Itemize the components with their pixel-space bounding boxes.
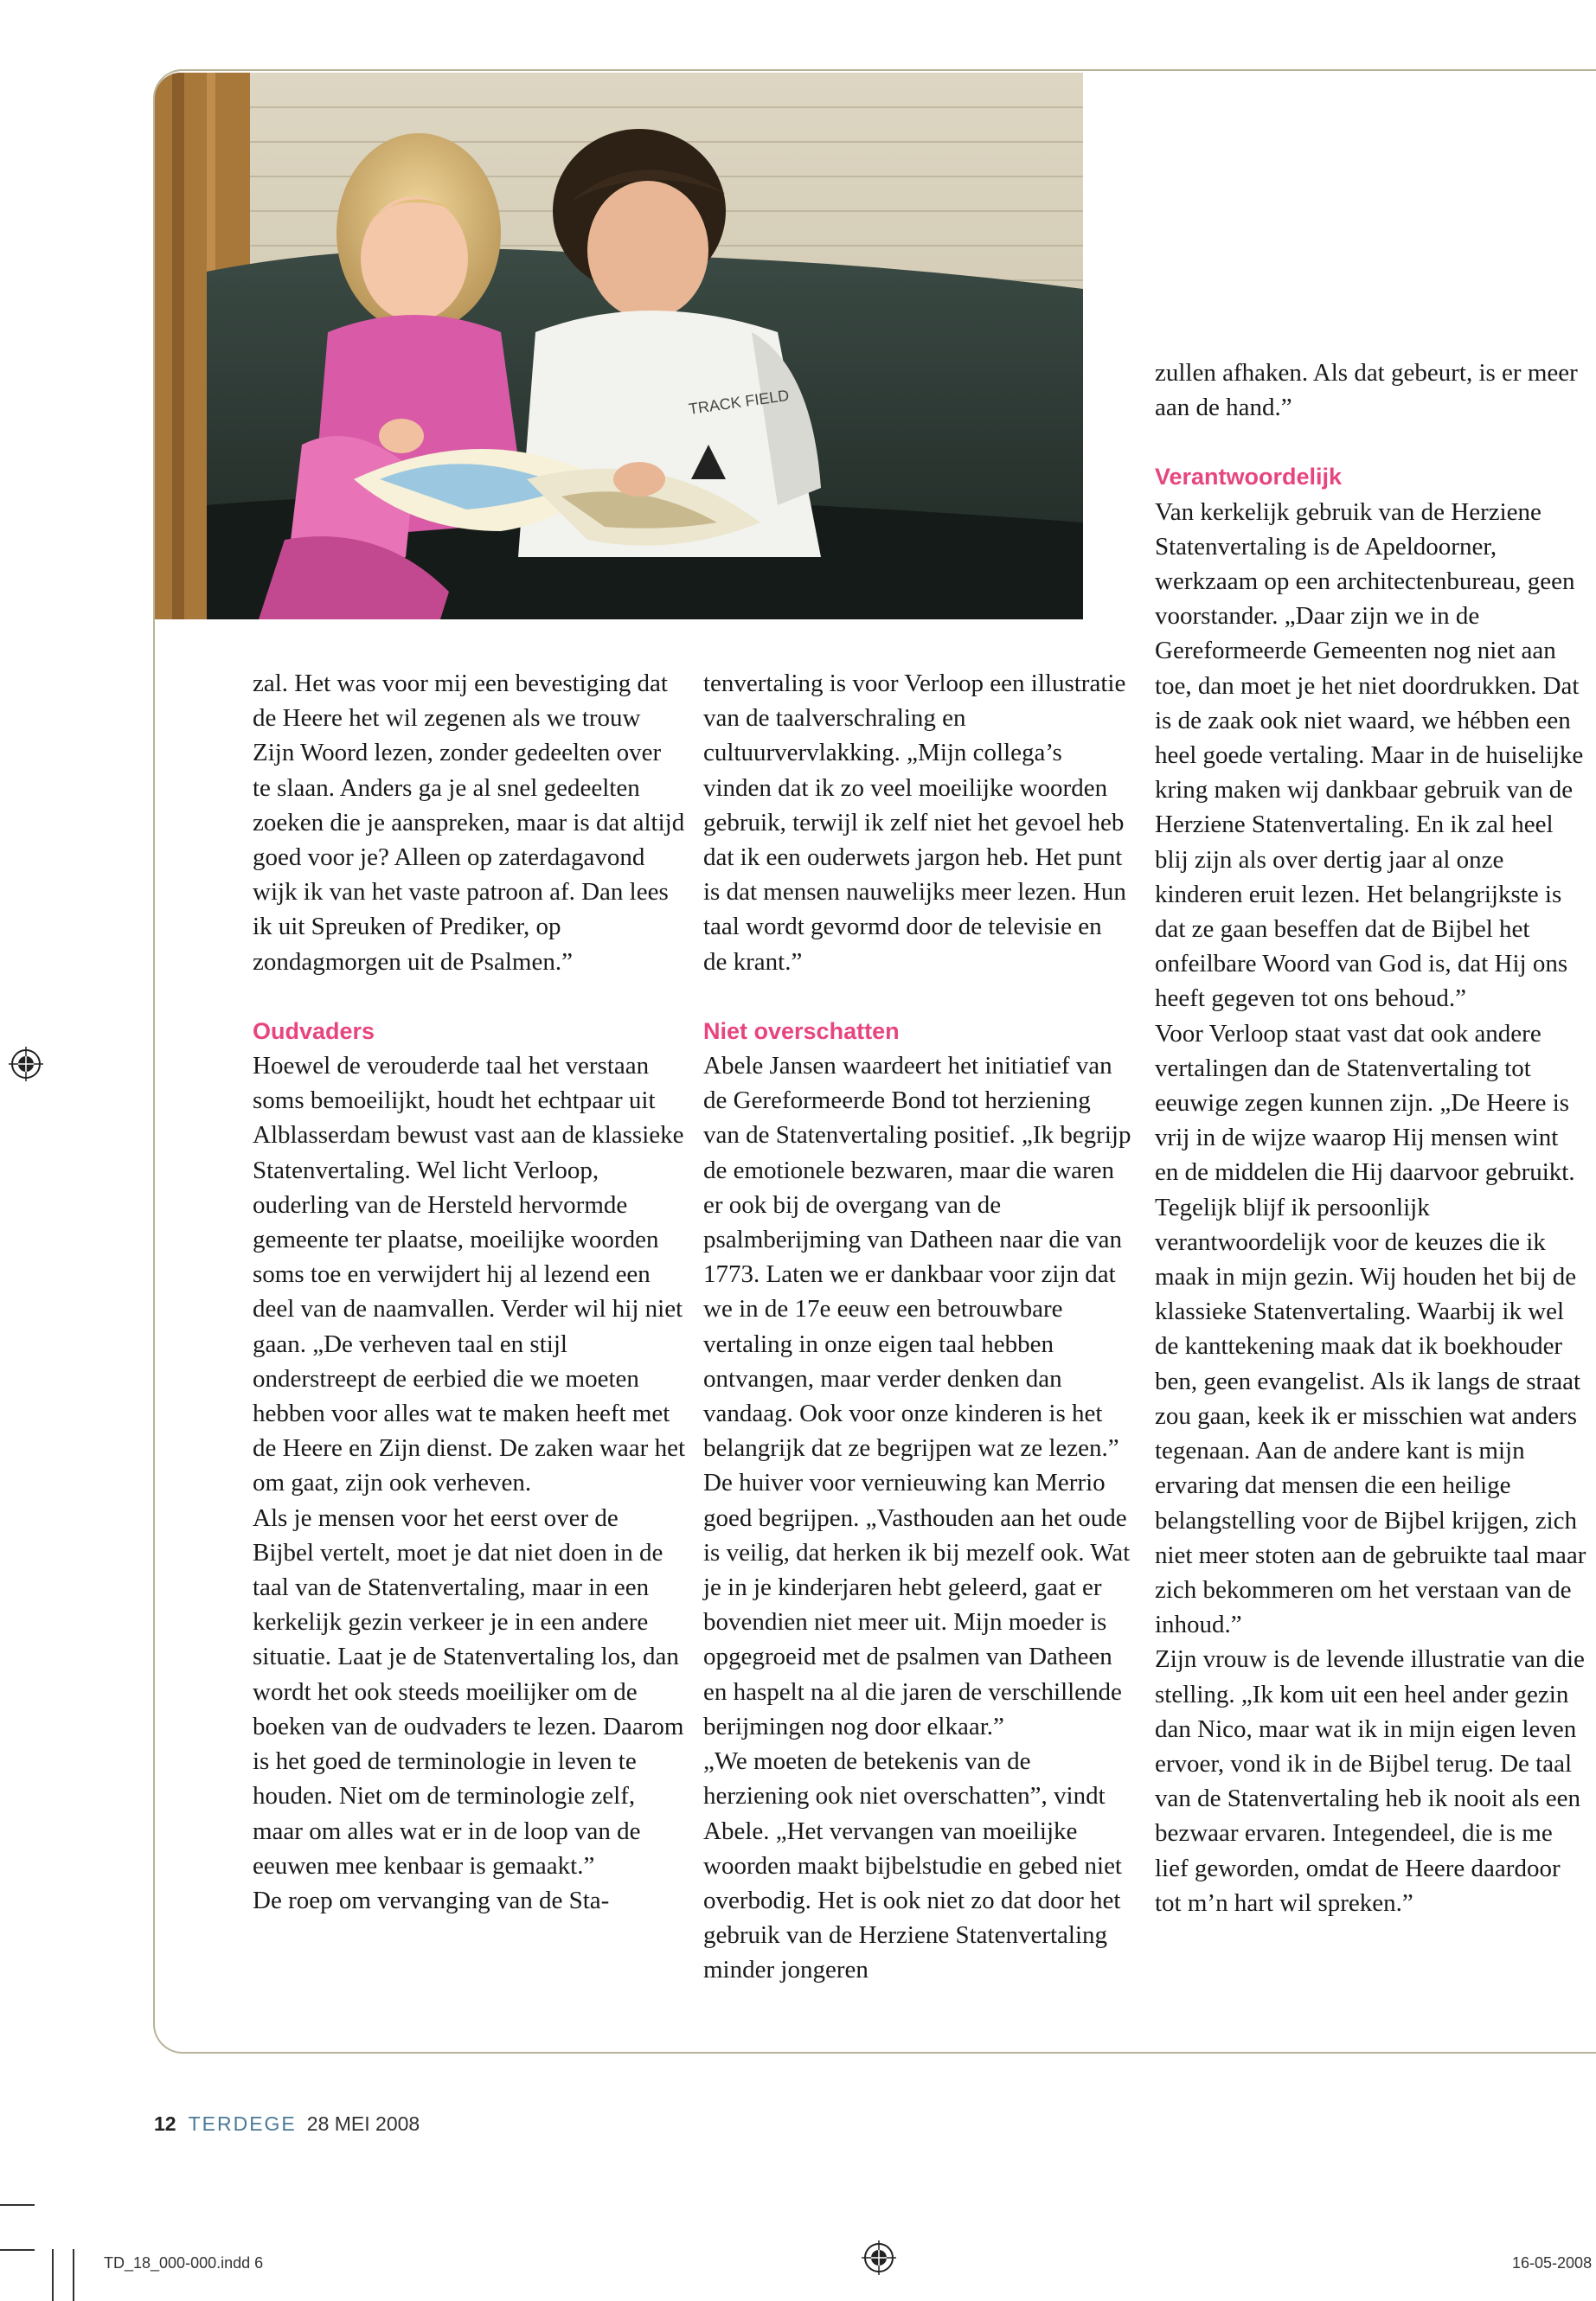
crop-mark (0, 2249, 35, 2251)
photo-children-reading (155, 73, 1083, 619)
photo-illustration (155, 73, 1083, 619)
paragraph-gap (253, 979, 685, 1014)
article-paragraph: zal. Het was voor mij een bevestiging dat de Heere het wil zegenen als we trouw Zijn Woord lezen, zonder gedeelten over te slaan. Anders ga je al snel gedeelten zoeken die je aanspreken, maar is dat altijd goed voor je? Alleen op zaterdagavond wijk ik van het vaste patroon af. Dan lees ik uit Spreuken of Prediker, op zondagmorgen uit de Psalmen.” (253, 670, 685, 976)
slug-timestamp: 16-05-2008 (1512, 2254, 1593, 2272)
article-paragraph: De roep om vervanging van de Sta- (253, 1886, 610, 1914)
article-column-3 (1155, 356, 1587, 1920)
section-heading: Oudvaders (253, 1017, 375, 1044)
article-paragraph: Als je mensen voor het eerst over de Bijbel vertelt, moet je dat niet doen in de taal van de Statenvertaling, maar in een kerkelijk gezin verkeer je in een andere situatie. Laat je de Statenvertaling los, dan wordt het ook steeds moeilijker om de boeken van de oudvaders te lezen. Daarom is het goed de terminologie in leven te houden. Niet om de terminologie zelf, maar om alles wat er in de loop van de eeuwen mee kenbaar is gemaakt.” (253, 1503, 684, 1880)
article-paragraph: Hoewel de verouderde taal het verstaan soms bemoeilijkt, houdt het echtpaar uit Alblasserdam bewust vast aan de klassieke Statenvertaling. Wel licht Verloop, ouderling van de Hersteld hervormde gemeente ter plaatse, moeilijke woorden soms toe en verwijdert hij al lezend een deel van de naamvallen. Verder wil hij niet gaan. „De verheven taal en stijl onderstreept de eerbied die we moeten hebben voor alles wat te maken heeft met de Heere en Zijn dienst. De zaken waar het om gaat, zijn ook verheven. (253, 1052, 686, 1497)
paragraph-gap (1155, 425, 1587, 459)
crop-mark (52, 2249, 54, 2301)
paragraph-gap (703, 979, 1131, 1014)
article-column-1 (253, 666, 685, 1918)
registration-mark-icon (862, 2240, 896, 2275)
article-paragraph: Van kerkelijk gebruik van de Herziene Statenvertaling is de Apeldoorner, werkzaam op een architectenbureau, geen voorstander. „Daar zijn we in de Gereformeerde Gemeenten nog niet aan toe, dan moet je het niet doordrukken. Dat is de zaak ook niet waard, we hébben een heel goede vertaling. Maar in de huiselijke kring maken wij dankbaar gebruik van de Herziene Statenvertaling. En ik zal heel blij zijn als over dertig jaar al onze kinderen eruit lezen. Het belangrijkste is dat ze gaan beseffen dat de Bijbel het onfeilbare Woord van God is, dat Hij ons heeft gegeven tot ons behoud.” (1155, 497, 1584, 1013)
crop-mark (0, 2204, 35, 2206)
article-paragraph: Abele Jansen waardeert het initiatief van de Gereformeerde Bond tot herziening van de Statenvertaling positief. „Ik begrijp de emotionele bezwaren, maar die waren er ook bij de overgang van de psalmberijming van Datheen naar die van 1773. Laten we er dankbaar voor zijn dat we in de 17e eeuw een betrouwbare vertaling in onze eigen taal hebben ontvangen, maar verder denken dan vandaag. Ook voor onze kinderen is het belangrijk dat ze begrijpen wat ze lezen.” (703, 1052, 1131, 1463)
shirt-print: TRACK FIELD (687, 386, 791, 418)
page-number: 12 (154, 2112, 176, 2135)
article-paragraph: „We moeten de betekenis van de herziening ook niet overschatten”, vindt Abele. „Het vervangen van moeilijke woorden maakt bijbelstudie en gebed niet overbodig. Het is ook niet zo dat door het gebruik van de Herziene Statenvertaling minder jongeren (703, 1747, 1122, 1984)
article-column-2 (703, 666, 1131, 1988)
crop-mark (73, 2249, 74, 2301)
magazine-name: TERDEGE (188, 2112, 297, 2135)
slug-filename: TD_18_000-000.indd 6 (104, 2254, 264, 2272)
registration-mark-icon (9, 1047, 43, 1081)
article-paragraph: De huiver voor vernieuwing kan Merrio goed begrijpen. „Vasthouden aan het oude is veilig, dat herken ik bij mezelf ook. Wat je in je kinderjaren hebt geleerd, gaat er bovendien niet meer uit. Mijn moeder is opgegroeid met de psalmen van Datheen en haspelt na al die jaren de verschillende berijmingen nog door elkaar.” (703, 1469, 1131, 1740)
article-paragraph: Voor Verloop staat vast dat ook andere vertalingen dan de Statenvertaling tot eeuwige zegen kunnen zijn. „De Heere is vrij in de wijze waarop Hij mensen wint en de middelen die Hij daarvoor gebruikt. Tegelijk blijf ik persoonlijk verantwoordelijk voor de keuzes die ik maak in mijn gezin. Wij houden het bij de klassieke Statenvertaling. Waarbij ik wel de kanttekening maak dat ik boekhouder ben, geen evangelist. Als ik langs de straat zou gaan, keek ik er misschien wat anders tegenaan. Aan de andere kant is mijn ervaring dat mensen die een heilige belangstelling voor de Bijbel krijgen, zich niet meer stoten aan de gebruikte taal maar zich bekommeren om het verstaan van de inhoud.” (1155, 1019, 1586, 1639)
issue-date: 28 MEI 2008 (306, 2112, 420, 2135)
page-footer (154, 2112, 420, 2136)
section-heading: Verantwoordelijk (1155, 464, 1343, 490)
article-paragraph: zullen afhaken. Als dat gebeurt, is er meer aan de hand.” (1155, 359, 1578, 422)
article-paragraph: tenvertaling is voor Verloop een illustratie van de taalverschraling en cultuurvervlakking. „Mijn collega’s vinden dat ik zo veel moeilijke woorden gebruik, terwijl ik zelf niet het gevoel heb dat ik een ouderwets jargon heb. Het punt is dat mensen nauwelijks meer lezen. Hun taal wordt gevormd door de televisie en de krant.” (703, 670, 1126, 976)
article-paragraph: Zijn vrouw is de levende illustratie van die stelling. „Ik kom uit een heel ander gezin dan Nico, maar wat ik in mijn eigen leven ervoer, vond ik in de Bijbel terug. De taal van de Statenvertaling heb ik nooit als een bezwaar ervaren. Integendeel, die is me lief geworden, omdat de Heere daardoor tot m’n hart wil spreken.” (1155, 1645, 1585, 1917)
section-heading: Niet overschatten (703, 1017, 900, 1044)
